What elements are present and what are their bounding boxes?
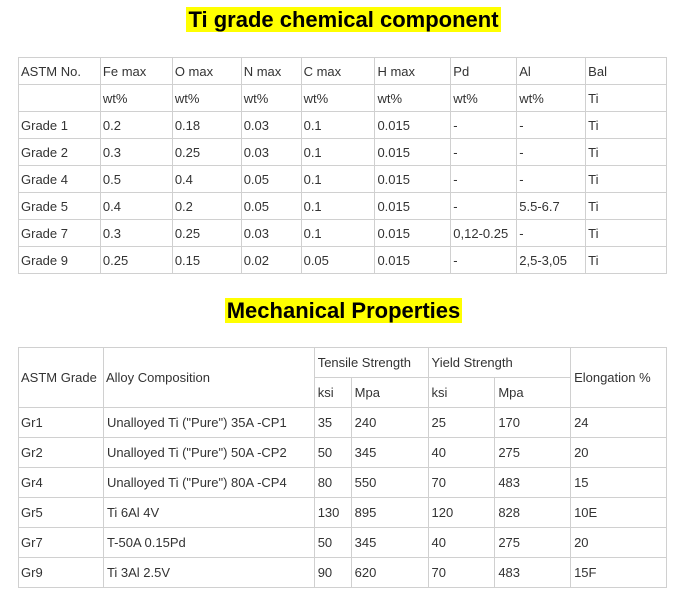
table-cell: 0.15 <box>172 247 241 274</box>
table-cell: 80 <box>314 468 351 498</box>
table-row <box>19 498 667 528</box>
table-cell: 20 <box>571 438 667 468</box>
table-cell: ASTM No. <box>19 58 101 85</box>
table-cell: wt% <box>375 85 451 112</box>
table-cell: 895 <box>351 498 428 528</box>
mechanical-heading <box>0 299 687 323</box>
header-cell: Elongation % <box>571 348 667 408</box>
table-cell: 0.05 <box>241 166 301 193</box>
table-cell: 90 <box>314 558 351 588</box>
table-cell: Ti <box>586 220 667 247</box>
table-cell: 0.4 <box>172 166 241 193</box>
table-cell: - <box>517 166 586 193</box>
table-cell: 2,5-3,05 <box>517 247 586 274</box>
table-cell: 0.3 <box>100 139 172 166</box>
table-cell: 0.4 <box>100 193 172 220</box>
table-cell: 0.5 <box>100 166 172 193</box>
table-cell: - <box>451 112 517 139</box>
table-cell: Gr7 <box>19 528 104 558</box>
header-cell: Tensile Strength <box>314 348 428 378</box>
table-cell: 0.25 <box>172 220 241 247</box>
table-cell: Bal <box>586 58 667 85</box>
table-cell: 0.3 <box>100 220 172 247</box>
chemical-table <box>18 57 667 274</box>
table-cell: wt% <box>241 85 301 112</box>
mechanical-header-row <box>19 348 667 378</box>
table-cell: Fe max <box>100 58 172 85</box>
table-row <box>19 528 667 558</box>
table-cell: 0.015 <box>375 247 451 274</box>
table-row <box>19 438 667 468</box>
table-cell: 70 <box>428 468 495 498</box>
table-cell: 20 <box>571 528 667 558</box>
table-cell: O max <box>172 58 241 85</box>
table-cell: Ti <box>586 247 667 274</box>
mechanical-title: Mechanical Properties <box>226 298 461 323</box>
table-cell: - <box>517 112 586 139</box>
table-cell: 0.03 <box>241 112 301 139</box>
table-cell: Grade 5 <box>19 193 101 220</box>
table-cell <box>19 85 101 112</box>
table-row <box>19 468 667 498</box>
unit-cell: Mpa <box>495 378 571 408</box>
table-cell: 0.1 <box>301 166 375 193</box>
table-cell: 0.02 <box>241 247 301 274</box>
table-cell: Ti <box>586 139 667 166</box>
table-cell: Unalloyed Ti ("Pure") 80A -CP4 <box>103 468 314 498</box>
table-cell: 0.03 <box>241 220 301 247</box>
table-cell: Gr1 <box>19 408 104 438</box>
table-cell: 0.05 <box>301 247 375 274</box>
table-cell: 483 <box>495 558 571 588</box>
table-cell: 50 <box>314 528 351 558</box>
header-cell: ASTM Grade <box>19 348 104 408</box>
table-cell: - <box>517 139 586 166</box>
table-row <box>19 112 667 139</box>
table-cell: 70 <box>428 558 495 588</box>
unit-cell: ksi <box>314 378 351 408</box>
table-cell: 0.015 <box>375 166 451 193</box>
table-cell: 120 <box>428 498 495 528</box>
table-cell: - <box>451 247 517 274</box>
table-cell: 50 <box>314 438 351 468</box>
table-cell: Ti 3Al 2.5V <box>103 558 314 588</box>
table-cell: 0.1 <box>301 220 375 247</box>
table-cell: 0.1 <box>301 112 375 139</box>
table-cell: 130 <box>314 498 351 528</box>
table-cell: wt% <box>517 85 586 112</box>
table-cell: 24 <box>571 408 667 438</box>
table-cell: 275 <box>495 528 571 558</box>
table-row <box>19 139 667 166</box>
table-cell: Gr2 <box>19 438 104 468</box>
table-cell: Ti <box>586 193 667 220</box>
table-cell: 0.05 <box>241 193 301 220</box>
table-cell: H max <box>375 58 451 85</box>
table-cell: 0.015 <box>375 220 451 247</box>
table-cell: 620 <box>351 558 428 588</box>
table-cell: 0.03 <box>241 139 301 166</box>
table-cell: N max <box>241 58 301 85</box>
table-cell: 0,12-0.25 <box>451 220 517 247</box>
table-row <box>19 166 667 193</box>
table-cell: Ti <box>586 85 667 112</box>
table-row <box>19 408 667 438</box>
table-cell: 0.1 <box>301 139 375 166</box>
table-cell: - <box>517 220 586 247</box>
table-cell: Gr4 <box>19 468 104 498</box>
table-cell: C max <box>301 58 375 85</box>
table-cell: - <box>451 166 517 193</box>
table-cell: 15 <box>571 468 667 498</box>
table-row <box>19 247 667 274</box>
table-cell: Grade 7 <box>19 220 101 247</box>
table-cell: wt% <box>172 85 241 112</box>
table-cell: Pd <box>451 58 517 85</box>
header-cell: Yield Strength <box>428 348 571 378</box>
table-cell: - <box>451 139 517 166</box>
table-cell: Ti <box>586 166 667 193</box>
table-cell: 240 <box>351 408 428 438</box>
unit-cell: ksi <box>428 378 495 408</box>
table-cell: Gr9 <box>19 558 104 588</box>
table-cell: 15F <box>571 558 667 588</box>
table-cell: Grade 9 <box>19 247 101 274</box>
table-cell: 170 <box>495 408 571 438</box>
table-cell: Ti <box>586 112 667 139</box>
table-cell: 0.2 <box>172 193 241 220</box>
table-cell: 40 <box>428 438 495 468</box>
table-cell: 0.015 <box>375 112 451 139</box>
table-cell: Grade 4 <box>19 166 101 193</box>
table-cell: 345 <box>351 438 428 468</box>
table-cell: - <box>451 193 517 220</box>
table-row <box>19 558 667 588</box>
chemical-units-row <box>19 85 667 112</box>
table-cell: 828 <box>495 498 571 528</box>
table-cell: Unalloyed Ti ("Pure") 50A -CP2 <box>103 438 314 468</box>
table-cell: 345 <box>351 528 428 558</box>
table-cell: Grade 1 <box>19 112 101 139</box>
table-cell: Ti 6Al 4V <box>103 498 314 528</box>
chemical-title: Ti grade chemical component <box>188 7 499 32</box>
table-cell: 35 <box>314 408 351 438</box>
table-cell: 40 <box>428 528 495 558</box>
table-cell: Al <box>517 58 586 85</box>
header-cell: Alloy Composition <box>103 348 314 408</box>
table-cell: 0.2 <box>100 112 172 139</box>
table-cell: T-50A 0.15Pd <box>103 528 314 558</box>
table-cell: wt% <box>301 85 375 112</box>
table-cell: 0.25 <box>100 247 172 274</box>
table-row <box>19 220 667 247</box>
table-cell: 0.25 <box>172 139 241 166</box>
table-cell: 10E <box>571 498 667 528</box>
table-cell: wt% <box>451 85 517 112</box>
table-cell: Gr5 <box>19 498 104 528</box>
table-cell: Unalloyed Ti ("Pure") 35A -CP1 <box>103 408 314 438</box>
table-cell: 0.015 <box>375 139 451 166</box>
table-cell: Grade 2 <box>19 139 101 166</box>
table-cell: 483 <box>495 468 571 498</box>
table-cell: 275 <box>495 438 571 468</box>
table-cell: 550 <box>351 468 428 498</box>
table-cell: 25 <box>428 408 495 438</box>
table-cell: 0.1 <box>301 193 375 220</box>
chemical-heading <box>0 8 687 32</box>
unit-cell: Mpa <box>351 378 428 408</box>
table-cell: 0.015 <box>375 193 451 220</box>
table-cell: 5.5-6.7 <box>517 193 586 220</box>
mechanical-table <box>18 347 667 588</box>
chemical-header-row <box>19 58 667 85</box>
table-row <box>19 193 667 220</box>
table-cell: wt% <box>100 85 172 112</box>
table-cell: 0.18 <box>172 112 241 139</box>
